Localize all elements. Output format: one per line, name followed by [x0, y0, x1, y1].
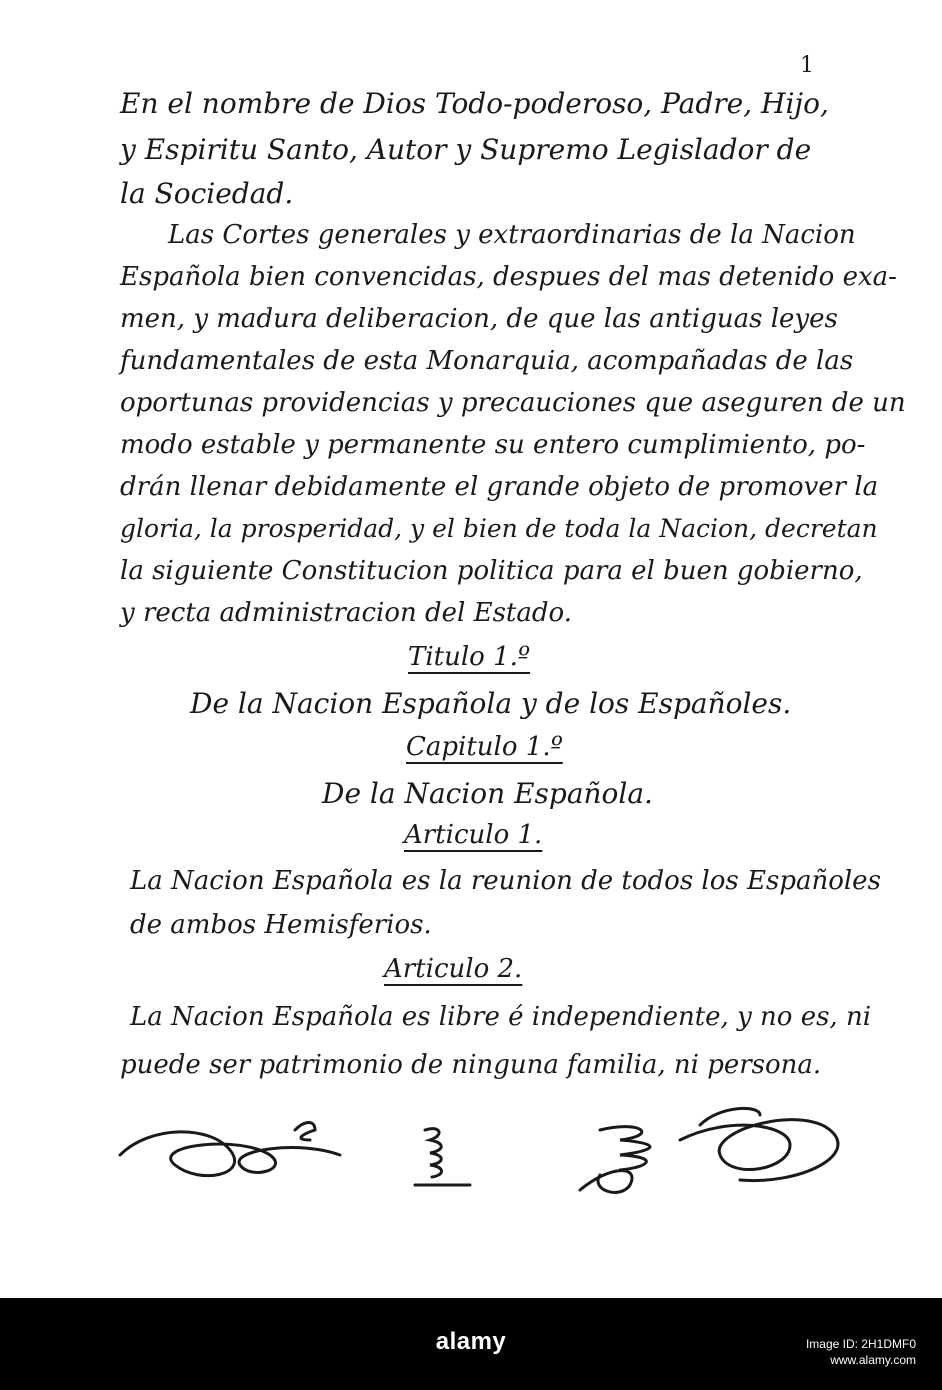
- signature-flourishes: [0, 1085, 942, 1205]
- preamble-line: la Sociedad.: [120, 177, 294, 210]
- article2-line: puede ser patrimonio de ninguna familia, ni persona.: [120, 1050, 822, 1080]
- title-heading: Titulo 1.º: [408, 642, 531, 672]
- paragraph-line: gloria, la prosperidad, y el bien de toda la Nacion, decretan: [120, 514, 878, 543]
- paragraph-line: la siguiente Constitucion politica para el buen gobierno,: [120, 556, 863, 586]
- article1-line: La Nacion Española es la reunion de todos los Españoles: [130, 866, 881, 896]
- paragraph-line: modo estable y permanente su entero cumplimiento, po-: [120, 430, 866, 460]
- preamble-line: En el nombre de Dios Todo-poderoso, Padre, Hijo,: [120, 87, 829, 120]
- article1-heading: Articulo 1.: [404, 820, 543, 850]
- page-number: 1: [800, 53, 814, 78]
- signature-flourish: [415, 1129, 470, 1185]
- chapter-subject: De la Nacion Española.: [322, 777, 653, 810]
- paragraph-line: Española bien convencidas, despues del mas detenido exa-: [120, 262, 897, 292]
- preamble-line: y Espiritu Santo, Autor y Supremo Legislador de: [120, 133, 812, 166]
- paragraph-line: oportunas providencias y precauciones que aseguren de un: [120, 388, 906, 418]
- paragraph-line: y recta administracion del Estado.: [120, 598, 572, 628]
- signature-flourish: [580, 1127, 650, 1193]
- title-subject: De la Nacion Española y de los Españoles.: [190, 687, 792, 720]
- paragraph-line: Las Cortes generales y extraordinarias de la Nacion: [168, 220, 856, 250]
- article2-heading: Articulo 2.: [384, 954, 523, 984]
- footer-image-id: Image ID: 2H1DMF0: [805, 1336, 916, 1351]
- footer-brand: alamy: [435, 1328, 507, 1355]
- paragraph-line: fundamentales de esta Monarquia, acompañadas de las: [120, 346, 854, 376]
- footer-info: [806, 1336, 916, 1368]
- signature-flourish: [120, 1132, 340, 1176]
- signature-flourish: [680, 1108, 838, 1180]
- article1-line: de ambos Hemisferios.: [130, 910, 432, 940]
- chapter-heading: Capitulo 1.º: [406, 732, 563, 762]
- article2-line: La Nacion Española es libre é independiente, y no es, ni: [130, 1002, 872, 1032]
- footer-bar: [0, 1298, 942, 1390]
- paragraph-line: men, y madura deliberacion, de que las antiguas leyes: [120, 304, 838, 334]
- signature-flourish: [295, 1123, 315, 1141]
- paragraph-line: drán llenar debidamente el grande objeto de promover la: [120, 472, 879, 502]
- footer-url: www.alamy.com: [830, 1352, 916, 1367]
